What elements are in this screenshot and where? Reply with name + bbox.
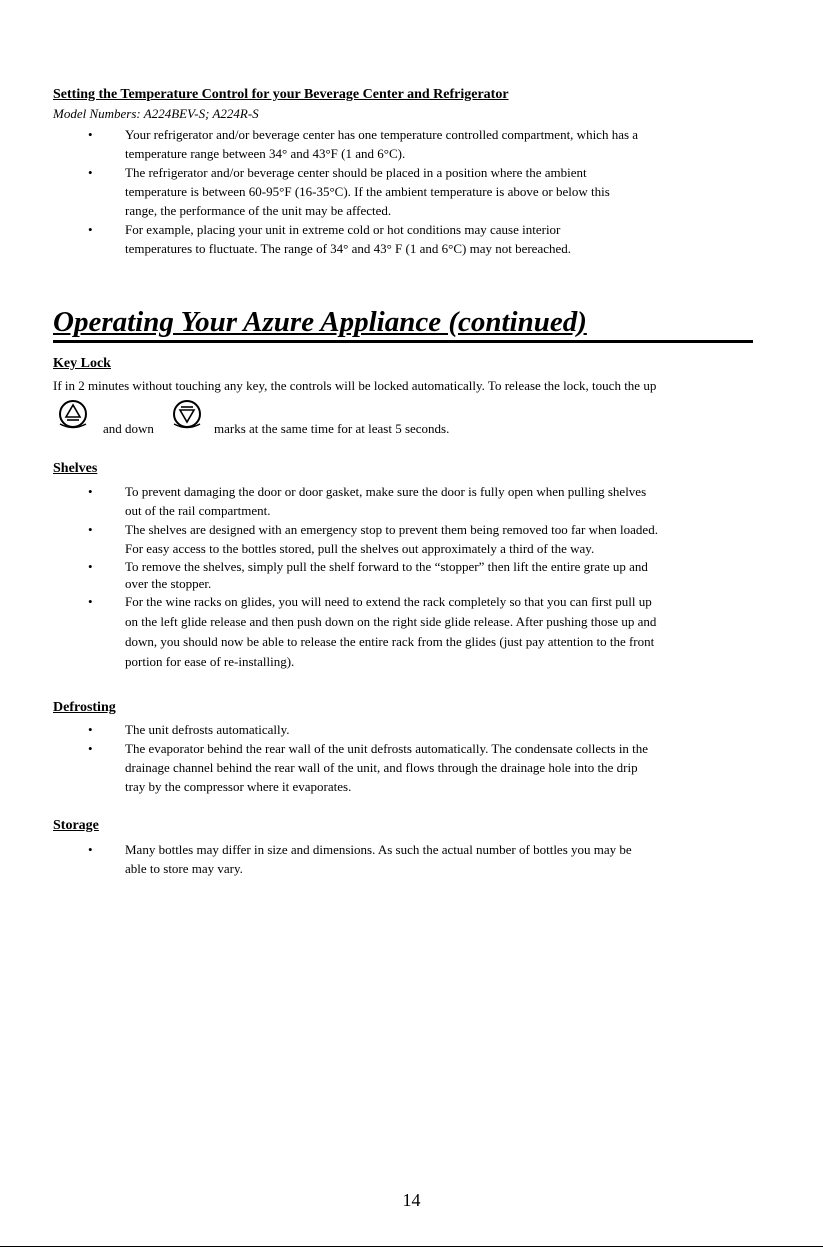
storage-bullets: [0, 840, 750, 878]
temperature-control-heading: Setting the Temperature Control for your Beverage Center and Refrigerator: [53, 87, 509, 102]
list-item: • The shelves are designed with an emergency stop to prevent them being removed too far when loaded. For easy access to the bottles stored, pull the shelves out approximately a third of the way.: [0, 520, 750, 558]
storage-heading: Storage: [53, 818, 99, 833]
model-numbers: Model Numbers: A224BEV-S; A224R-S: [53, 106, 259, 121]
list-item: • Your refrigerator and/or beverage center has one temperature controlled compartment, which has a temperature range between 34° and 43°F (1 and 6°C).: [0, 125, 750, 163]
up-arrow-button-icon: [58, 400, 88, 430]
list-item: • For example, placing your unit in extreme cold or hot conditions may cause interior temperatures to fluctuate. The range of 34° and 43° F (1 and 6°C) may not bereached.: [0, 220, 745, 258]
list-item: • To remove the shelves, simply pull the shelf forward to the “stopper” then lift the entire grate up and over the stopper.: [0, 558, 750, 592]
temperature-bullets: [0, 125, 750, 258]
footer-line: [0, 1246, 823, 1247]
page-title: Operating Your Azure Appliance (continued): [53, 306, 587, 338]
list-item: • The unit defrosts automatically.: [0, 720, 750, 739]
key-lock-text: If in 2 minutes without touching any key, the controls will be locked automatically. To release the lock, touch the up: [53, 378, 657, 393]
list-item: • To prevent damaging the door or door gasket, make sure the door is fully open when pulling shelves out of the rail compartment.: [0, 482, 750, 520]
list-item: • The refrigerator and/or beverage center should be placed in a position where the ambient temperature is between 60-95°F (16-35°C). If the ambient temperature is above or below this range, the performance of the unit may be affected.: [0, 163, 745, 220]
shelves-heading: Shelves: [53, 461, 98, 476]
title-rule: [53, 340, 753, 343]
page-number: 14: [402, 1190, 421, 1210]
list-item: • The evaporator behind the rear wall of the unit defrosts automatically. The condensate collects in the drainage channel behind the rear wall of the unit, and flows through the drainage hole into the drip tray by the compressor where it evaporates.: [0, 739, 750, 796]
shelves-bullets: [0, 482, 750, 672]
list-item: • For the wine racks on glides, you will need to extend the rack completely so that you can first pull up on the left glide release and then push down on the right side glide release. After pushing those up and down, you should now be able to release the entire rack from the glides (just pay attention to the front portion for ease of re-installing).: [0, 592, 750, 672]
list-item: • Many bottles may differ in size and dimensions. As such the actual number of bottles you may be able to store may vary.: [0, 840, 750, 878]
defrosting-bullets: [0, 720, 750, 796]
and-down-text: and down: [103, 421, 154, 436]
marks-text: marks at the same time for at least 5 seconds.: [214, 421, 450, 436]
down-arrow-button-icon: [172, 400, 202, 430]
key-lock-heading: Key Lock: [53, 356, 111, 371]
defrosting-heading: Defrosting: [53, 700, 116, 715]
